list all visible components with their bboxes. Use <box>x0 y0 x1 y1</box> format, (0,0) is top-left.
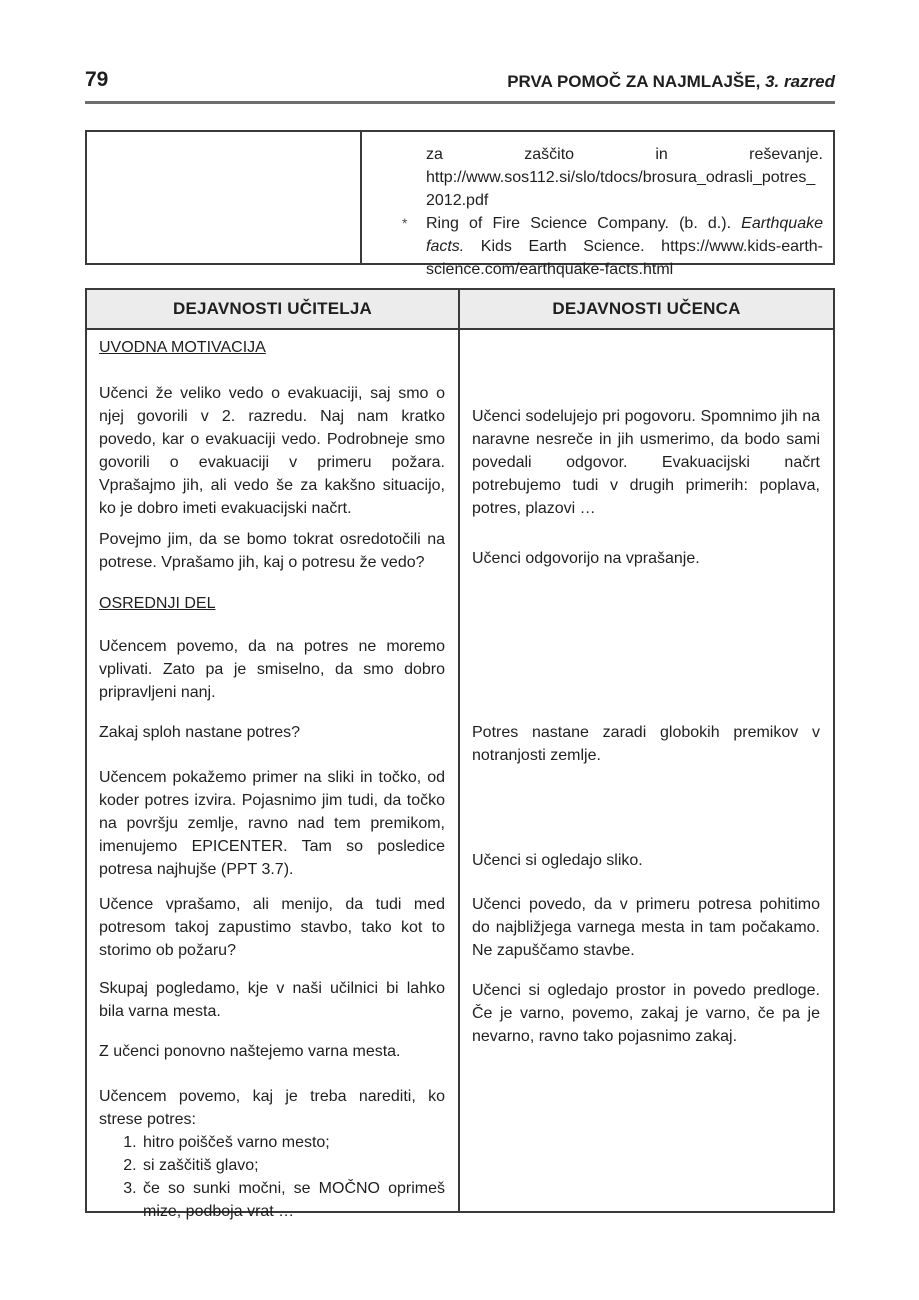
list-item: 3. če so sunki močni, se MOČNO oprimeš mize, podboja vrat … <box>141 1177 445 1223</box>
teacher-paragraph: Učencem pokažemo primer na sliki in točko, od koder potres izvira. Pojasnimo jim tudi, da točko na površju zemlje, ravno nad tem premikom, imenujemo EPICENTER. Tam so posledice potresa najhujše (PPT 3.7). <box>99 769 445 878</box>
teacher-paragraph: Učencem povemo, kaj je treba narediti, ko strese potres: <box>99 1088 445 1128</box>
teacher-paragraph: Skupaj pogledamo, kje v naši učilnici bi lahko bila varna mesta. <box>99 980 445 1020</box>
student-paragraph: Učenci sodelujejo pri pogovoru. Spomnimo jih na naravne nesreče in jih usmerimo, da bodo sami povedali odgovor. Evakuacijski načrt potrebujemo tudi v drugih primerih: poplava, potres, plazovi … <box>472 408 820 517</box>
student-paragraph: Učenci si ogledajo sliko. <box>472 852 643 869</box>
reference-text-url: Kids Earth Science. https://www.kids-earth-science.com/earthquake-facts.html <box>426 238 823 278</box>
student-activities-cell <box>460 330 833 1211</box>
references-cell <box>362 132 833 278</box>
activities-table-header <box>87 290 833 330</box>
teacher-paragraph: Učencem povemo, da na potres ne moremo vplivati. Zato pa je smiselno, da smo dobro pripravljeni nanj. <box>99 638 445 701</box>
reference-text: Ring of Fire Science Company. (b. d.). <box>426 215 742 232</box>
running-title <box>507 72 835 92</box>
student-paragraph: Potres nastane zaradi globokih premikov v notranjosti zemlje. <box>472 724 820 764</box>
earthquake-steps-list <box>99 1131 445 1223</box>
section-heading-osrednji-del: OSREDNJI DEL <box>99 595 216 612</box>
header-rule <box>85 101 835 104</box>
page-header <box>85 0 835 92</box>
document-page <box>85 0 835 1220</box>
teacher-paragraph: Z učenci ponovno naštejemo varna mesta. <box>99 1043 401 1060</box>
reference-item <box>364 212 823 281</box>
activities-table-body <box>87 330 833 1220</box>
student-paragraph: Učenci odgovorijo na vprašanje. <box>472 550 700 567</box>
student-column-header: DEJAVNOSTI UČENCA <box>552 299 741 318</box>
teacher-activities-cell <box>87 330 460 1220</box>
running-title-italic: 3. razred <box>765 72 835 91</box>
activities-table <box>85 288 835 1220</box>
list-item: 1. hitro poiščeš varno mesto; <box>141 1131 445 1154</box>
page-number: 79 <box>85 68 109 91</box>
references-empty-cell <box>87 132 362 263</box>
section-heading-uvodna-motivacija: UVODNA MOTIVACIJA <box>99 339 266 356</box>
teacher-paragraph-with-list <box>99 1085 445 1223</box>
teacher-paragraph: Učence vprašamo, ali menijo, da tudi med potresom takoj zapustimo stavbo, tako kot to storimo ob požaru? <box>99 896 445 959</box>
teacher-paragraph: Zakaj sploh nastane potres? <box>99 724 301 741</box>
student-paragraph: Učenci si ogledajo prostor in povedo predloge. Če je varno, povemo, zakaj je varno, če pa je nevarno, ravno tako pojasnimo zakaj. <box>472 982 820 1045</box>
running-title-text: PRVA POMOČ ZA NAJMLAJŠE, <box>507 72 766 91</box>
teacher-paragraph: Povejmo jim, da se bomo tokrat osredotočili na potrese. Vprašamo jih, kaj o potresu že vedo? <box>99 531 445 571</box>
list-item: 2. si zaščitiš glavo; <box>141 1154 445 1177</box>
teacher-paragraph: Učenci že veliko vedo o evakuaciji, saj smo o njej govorili v 2. razredu. Naj nam kratko povedo, kar o evakuaciji vedo. Podrobneje smo govorili o evakuaciji v primeru požara. Vprašajmo jih, ali vedo še za kakšno situacijo, ko je dobro imeti evakuacijski načrt. <box>99 385 445 517</box>
teacher-column-header: DEJAVNOSTI UČITELJA <box>87 290 460 328</box>
reference-text-italic: Earthquake facts. <box>426 215 823 255</box>
asterisk-bullet-icon: * <box>402 215 408 231</box>
student-paragraph: Učenci povedo, da v primeru potresa pohitimo do najbližjega varnega mesta in tam počakamo. Ne zapuščamo stavbe. <box>472 896 820 959</box>
reference-continuation: za zaščito in reševanje. http://www.sos112.si/slo/tdocs/brosura_odrasli_potres_2012.pdf <box>426 146 823 209</box>
references-table <box>85 130 835 278</box>
